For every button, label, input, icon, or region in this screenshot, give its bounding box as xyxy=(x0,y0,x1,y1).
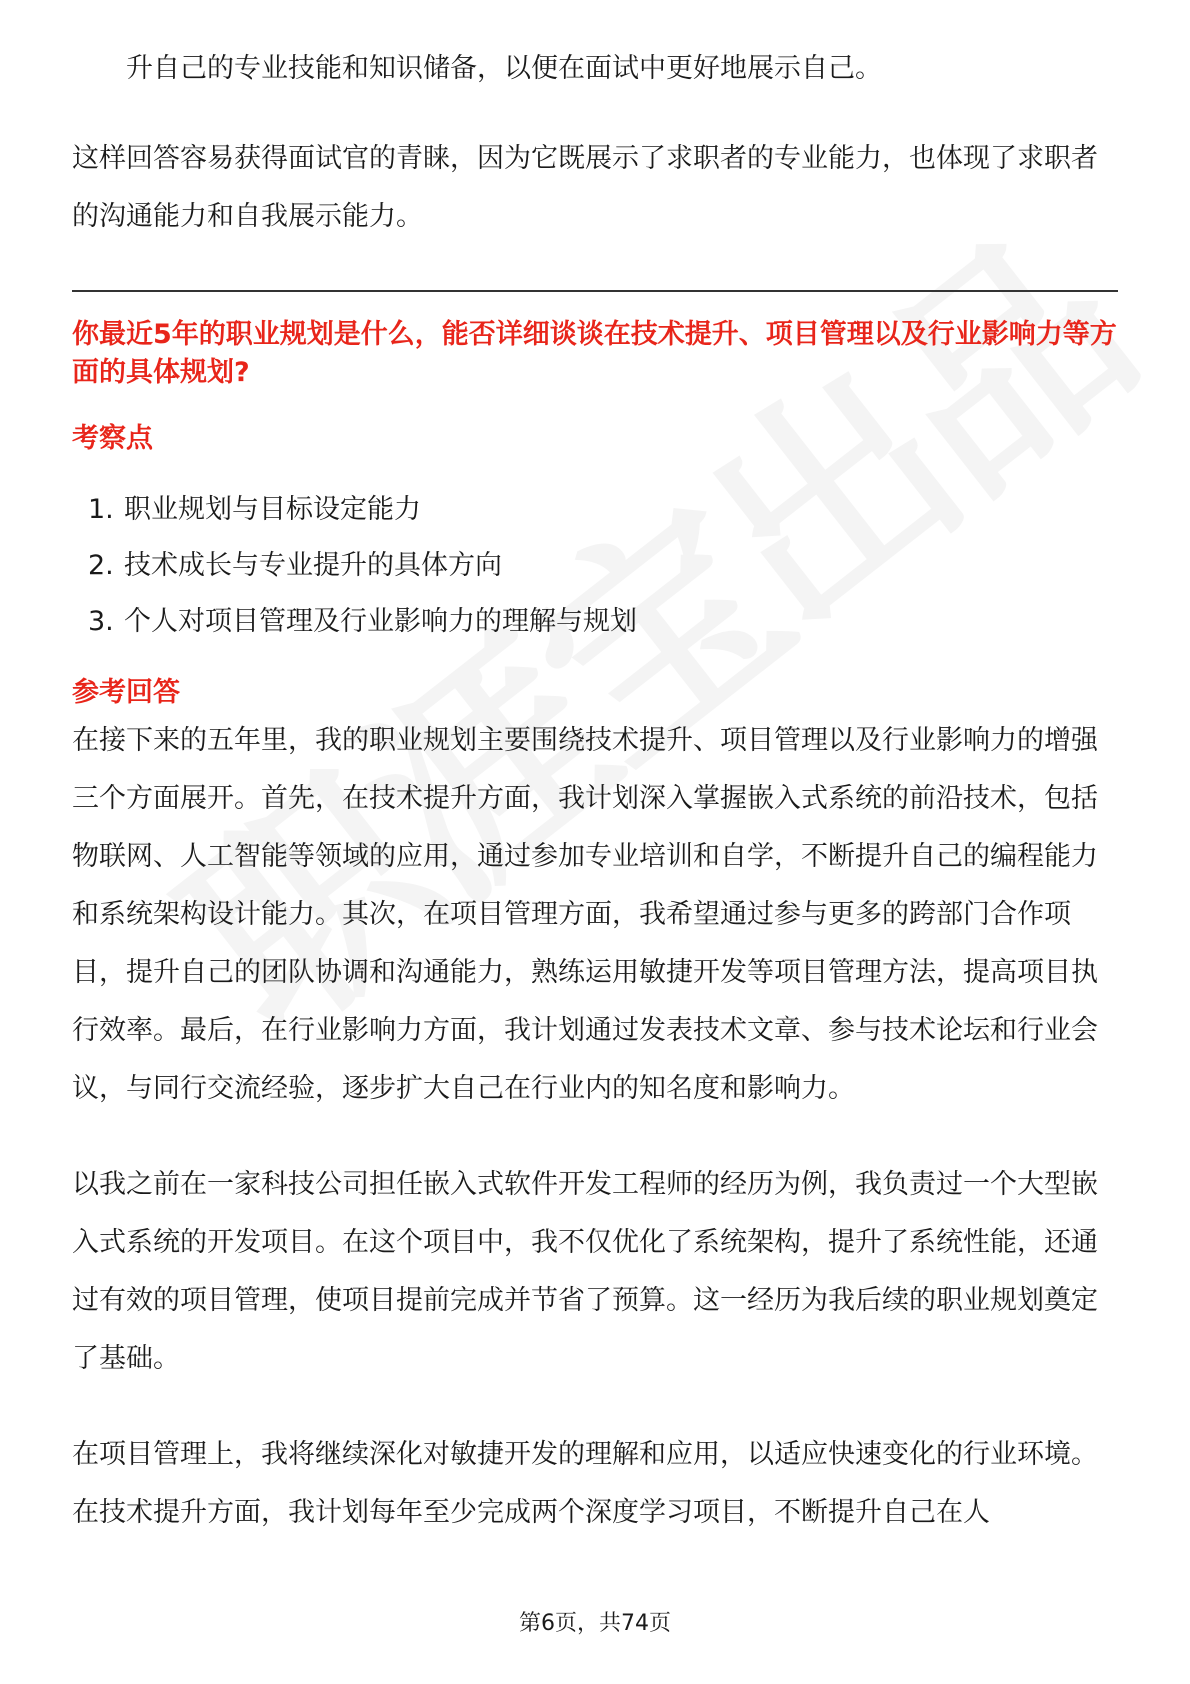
question-heading: 你最近5年的职业规划是什么，能否详细谈谈在技术提升、项目管理以及行业影响力等方面的具体规划? xyxy=(72,319,1117,388)
list-item-number: 3. xyxy=(88,606,114,637)
checkpoints-label: 考察点 xyxy=(72,423,153,454)
list-item-text: 个人对项目管理及行业影响力的理解与规划 xyxy=(124,606,637,637)
answer-paragraph-1: 在接下来的五年里，我的职业规划主要围绕技术提升、项目管理以及行业影响力的增强三个方面展开。首先，在技术提升方面，我计划深入掌握嵌入式系统的前沿技术，包括物联网、人工智能等领域的应用，通过参加专业培训和自学，不断提升自己的编程能力和系统架构设计能力。其次，在项目管理方面，我希望通过参与更多的跨部门合作项目，提升自己的团队协调和沟通能力，熟练运用敏捷开发等项目管理方法，提高项目执行效率。最后，在行业影响力方面，我计划通过发表技术文章、参与技术论坛和行业会议，与同行交流经验，逐步扩大自己在行业内的知名度和影响力。 xyxy=(72,725,1098,1104)
answer-label: 参考回答 xyxy=(72,677,180,708)
section-divider xyxy=(72,290,1118,292)
intro-summary: 这样回答容易获得面试官的青睐，因为它既展示了求职者的专业能力，也体现了求职者的沟通能力和自我展示能力。 xyxy=(72,143,1098,232)
list-item xyxy=(88,482,1118,538)
list-item xyxy=(88,538,1118,594)
list-item xyxy=(88,594,1118,650)
list-item-number: 2. xyxy=(88,550,114,581)
answer-paragraph-3: 在项目管理上，我将继续深化对敏捷开发的理解和应用，以适应快速变化的行业环境。在技术提升方面，我计划每年至少完成两个深度学习项目，不断提升自己在人 xyxy=(72,1439,1098,1528)
checkpoints-list xyxy=(72,482,1118,650)
intro-continuation: 升自己的专业技能和知识储备，以便在面试中更好地展示自己。 xyxy=(126,53,882,84)
page-content xyxy=(72,40,1118,1542)
list-item-text: 职业规划与目标设定能力 xyxy=(124,494,421,525)
list-item-text: 技术成长与专业提升的具体方向 xyxy=(124,550,502,581)
list-item-number: 1. xyxy=(88,494,114,525)
answer-paragraph-2: 以我之前在一家科技公司担任嵌入式软件开发工程师的经历为例，我负责过一个大型嵌入式系统的开发项目。在这个项目中，我不仅优化了系统架构，提升了系统性能，还通过有效的项目管理，使项目提前完成并节省了预算。这一经历为我后续的职业规划奠定了基础。 xyxy=(72,1169,1098,1374)
page-number: 第6页，共74页 xyxy=(519,1611,671,1636)
